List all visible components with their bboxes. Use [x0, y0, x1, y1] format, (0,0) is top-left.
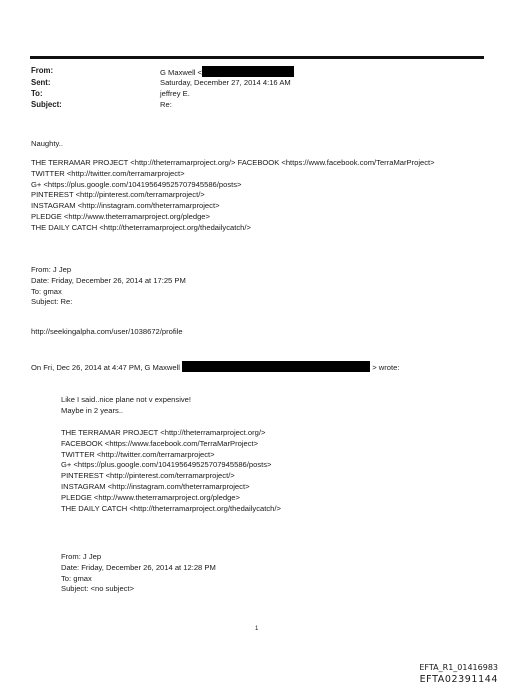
profile-link[interactable]: http://seekingalpha.com/user/1038672/profile: [31, 327, 183, 336]
header-rule: [30, 56, 484, 59]
from-label: From:: [31, 66, 54, 75]
subject-value: Re:: [160, 100, 172, 109]
to-label: To:: [31, 89, 43, 98]
page-number: 1: [255, 626, 259, 632]
on-wrote-suffix: > wrote:: [372, 363, 400, 372]
quoted-message-text: Like I said..nice plane not v expensive! Maybe in 2 years..: [61, 395, 192, 415]
bates-number-1: EFTA_R1_01416983: [419, 663, 498, 672]
signature-block-2: THE TERRAMAR PROJECT <http://theterramarproject.org/> FACEBOOK <https://www.facebook.com/TerraMarProject> TWITTER <http://twitter.com/terramarproject> G+ <https://plus.google.com/104195649525707945586/posts> PINTEREST <http://pinterest.com/terramarproject/> INSTAGRAM <http://instagram.com/theterramarproject> PLEDGE <http://www.theterramarproject.org/pledge> THE DAILY CATCH <http://theterramarproject.org/thedailycatch/>: [61, 428, 281, 513]
on-wrote-prefix: On Fri, Dec 26, 2014 at 4:47 PM, G Maxwell: [31, 363, 180, 372]
redaction-bar: [202, 66, 294, 77]
on-wrote-line: [31, 361, 399, 374]
from-text: G Maxwell <: [160, 68, 202, 77]
signature-block-1: THE TERRAMAR PROJECT <http://theterramarproject.org/> FACEBOOK <https://www.facebook.com/TerraMarProject> TWITTER <http://twitter.com/terramarproject> G+ <https://plus.google.com/104195649525707945586/posts> PINTEREST <http://pinterest.com/terramarproject/> INSTAGRAM <http://instagram.com/theterramarproject> PLEDGE <http://www.theterramarproject.org/pledge> THE DAILY CATCH <http://theterramarproject.org/thedailycatch/>: [31, 158, 435, 232]
sent-value: Saturday, December 27, 2014 4:16 AM: [160, 78, 291, 87]
bates-number-2: EFTA02391144: [419, 674, 498, 685]
redaction-bar: [182, 361, 370, 372]
from-value: [160, 66, 294, 79]
quoted-header-1: From: J Jep Date: Friday, December 26, 2014 at 17:25 PM To: gmax Subject: Re:: [31, 265, 186, 307]
subject-label: Subject:: [31, 100, 62, 109]
greeting-text: Naughty..: [31, 139, 63, 148]
sent-label: Sent:: [31, 78, 51, 87]
quoted-header-2: From: J Jep Date: Friday, December 26, 2014 at 12:28 PM To: gmax Subject: <no subject>: [61, 552, 216, 594]
to-value: jeffrey E.: [160, 89, 190, 98]
